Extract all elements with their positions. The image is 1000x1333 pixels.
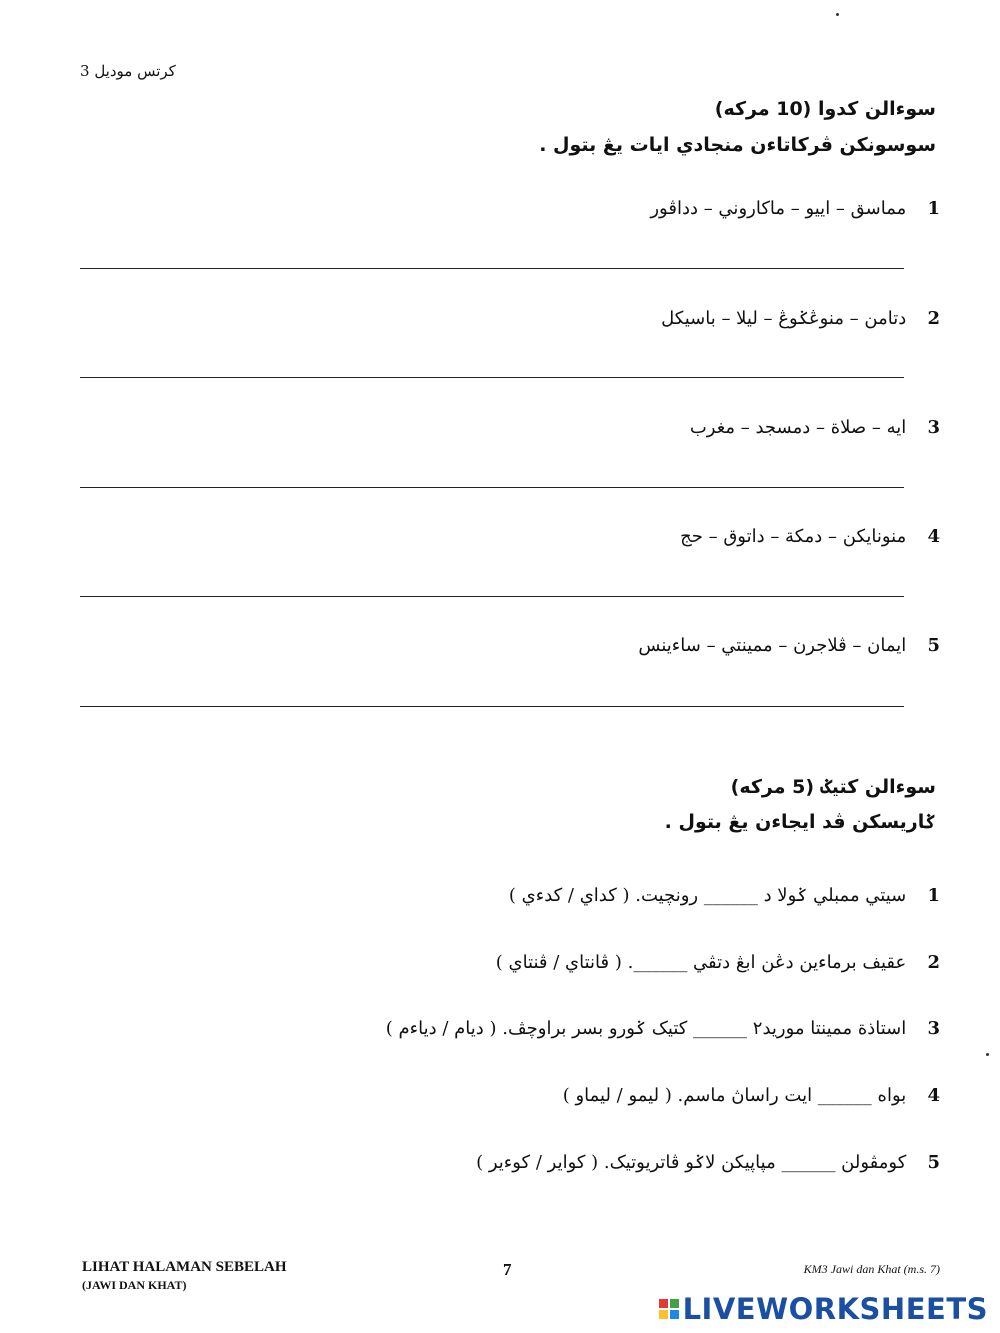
question-number: 2 <box>927 308 940 329</box>
logo-square <box>670 1299 679 1308</box>
answer-line-2[interactable] <box>80 377 904 378</box>
question-number: 5 <box>927 635 940 656</box>
module-tag: كرتس موديل 3 <box>80 62 176 80</box>
question-number: 1 <box>927 198 940 219</box>
question-number: 5 <box>927 1152 940 1173</box>
answer-line-5[interactable] <box>80 706 904 707</box>
section-1-question-5 <box>140 635 940 656</box>
liveworksheets-logo-icon <box>659 1299 679 1319</box>
question-text[interactable]: عقيف برماءين دڠن ابڠ دتڤي ______. ( ڤانتاي / ڤنتاي ) <box>495 952 907 973</box>
liveworksheets-watermark <box>659 1292 988 1326</box>
question-text: ايمان – ڤلاجرن – ممينتي – ساءينس <box>638 635 907 656</box>
scan-speck <box>986 1053 989 1056</box>
question-text[interactable]: استاذة ممينتا موريد٢ ______ كتيک ݢورو بسر براوچڤ. ( ديام / دياءم ) <box>385 1018 907 1039</box>
question-number: 4 <box>927 1085 940 1106</box>
question-text: ايه – صلاة – دمسجد – مغرب <box>689 417 907 438</box>
scan-speck <box>836 13 839 16</box>
answer-line-1[interactable] <box>80 268 904 269</box>
section-2-question-1 <box>140 885 940 906</box>
section-1-question-4 <box>140 526 940 547</box>
question-text: دتامن – منوڠݢوڠ – ليلا – باسيكل <box>661 308 907 329</box>
footer-subject: (JAWI DAN KHAT) <box>82 1278 187 1292</box>
section-1-question-1 <box>140 198 940 219</box>
section-1-question-3 <box>140 417 940 438</box>
question-text[interactable]: بواه ______ ايت راساڽ ماسم. ( ليمو / ليماو ) <box>562 1085 907 1106</box>
answer-line-3[interactable] <box>80 487 904 488</box>
section-2-question-3 <box>140 1018 940 1039</box>
logo-square <box>670 1310 679 1319</box>
question-number: 3 <box>927 1018 940 1039</box>
question-text[interactable]: كومڤولن ______ مپاپيكن لاݢو ڤاتريوتيک. ( كواير / كوءير ) <box>476 1152 907 1173</box>
section-1-instruction: سوسونكن ڤركاتاءن منجادي ايات يڠ بتول . <box>539 134 936 156</box>
question-number: 1 <box>927 885 940 906</box>
footer-reference: KM3 Jawi dan Khat (m.s. 7) <box>803 1262 940 1276</box>
section-2-question-2 <box>140 952 940 973</box>
page-number: 7 <box>503 1260 512 1279</box>
logo-square <box>659 1299 668 1308</box>
section-1-question-2 <box>140 308 940 329</box>
watermark-text: LIVEWORKSHEETS <box>682 1292 988 1326</box>
question-text: منونايكن – دمكة – داتوق – حج <box>680 526 907 547</box>
answer-line-4[interactable] <box>80 596 904 597</box>
logo-square <box>659 1310 668 1319</box>
question-text[interactable]: سيتي ممبلي ݢولا د ______ رونچيت. ( كداي / كدءي ) <box>508 885 907 906</box>
footer-left <box>82 1258 287 1294</box>
question-text: مماسق – اييو – ماكاروني – دداڤور <box>650 198 907 219</box>
section-2-question-4 <box>140 1085 940 1106</box>
question-number: 4 <box>927 526 940 547</box>
footer-next-page: LIHAT HALAMAN SEBELAH <box>82 1259 287 1275</box>
section-2-instruction: ݢاريسكن ڤد ايجاءن يڠ بتول . <box>664 811 936 833</box>
question-number: 3 <box>927 417 940 438</box>
question-number: 2 <box>927 952 940 973</box>
section-2-title: سوءالن كتيݢ (5 مركه) <box>730 776 936 798</box>
section-2-question-5 <box>140 1152 940 1173</box>
section-1-title: سوءالن كدوا (10 مركه) <box>714 98 936 120</box>
